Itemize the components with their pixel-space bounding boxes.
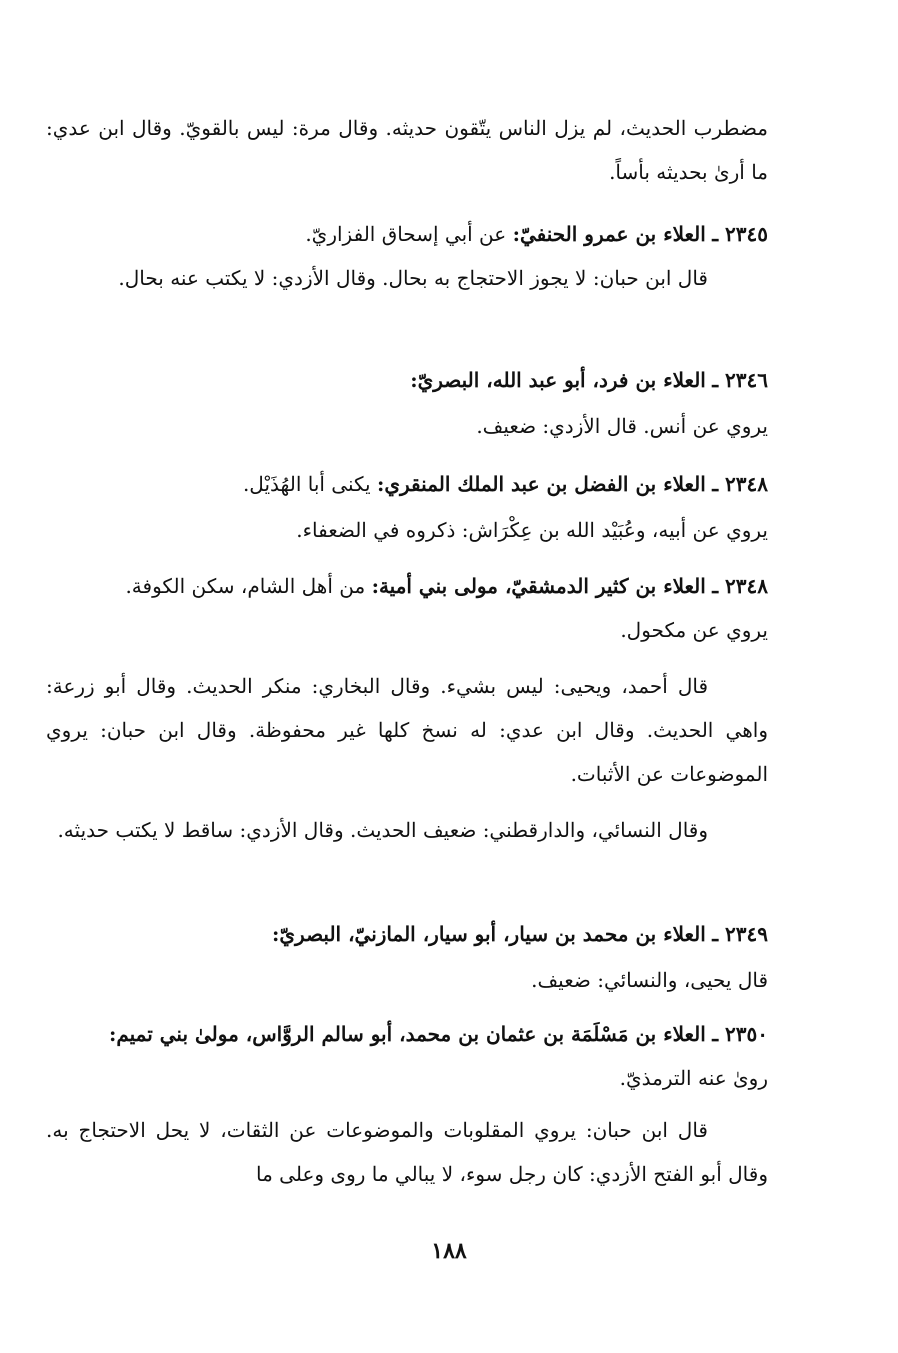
entry-name: العلاء بن مَسْلَمَة بن عثمان بن محمد، أبو سالم الروَّاس، مولىٰ بني تميم: bbox=[108, 1022, 706, 1046]
entry-2346-heading bbox=[46, 358, 768, 402]
entry-2350-heading bbox=[46, 1012, 768, 1056]
paragraph-nasai: وقال النسائي، والدارقطني: ضعيف الحديث. وقال الأزدي: ساقط لا يكتب حديثه. bbox=[57, 818, 708, 842]
paragraph-ibn-hibban: قال ابن حبان: يروي المقلوبات والموضوعات عن الثقات، لا يحل الاحتجاج به. وقال أبو الفتح الأزدي: كان رجل سوء، لا يبالي ما روى وعلى ما bbox=[46, 1118, 768, 1186]
entry-name: العلاء بن فرد، أبو عبد الله، البصريّ: bbox=[410, 368, 706, 392]
entry-2348b-body: يروي عن مكحول. bbox=[620, 618, 768, 642]
entry-number: ٢٣٤٨ ـ bbox=[712, 472, 768, 496]
entry-2348a-body: يروي عن أبيه، وعُبَيْد الله بن عِكْرَاش: ذكروه في الضعفاء. bbox=[296, 518, 768, 542]
entry-rest: عن أبي إسحاق الفزاريّ. bbox=[305, 222, 507, 246]
entry-name: العلاء بن محمد بن سيار، أبو سيار، المازنيّ، البصريّ: bbox=[272, 922, 706, 946]
entry-number: ٢٣٤٩ ـ bbox=[712, 922, 768, 946]
entry-2348a-heading bbox=[46, 462, 768, 506]
paragraph-opening: مضطرب الحديث، لم يزل الناس يتّقون حديثه. وقال مرة: ليس بالقويّ. وقال ابن عدي: ما أرىٰ بحديثه بأساً. bbox=[46, 116, 768, 184]
entry-2346-body: يروي عن أنس. قال الأزدي: ضعيف. bbox=[476, 414, 768, 438]
entry-2345-heading bbox=[46, 212, 768, 256]
entry-name: العلاء بن كثير الدمشقيّ، مولى بني أمية: bbox=[371, 574, 706, 598]
entry-rest: يكنى أبا الهُذَيْل. bbox=[242, 472, 371, 496]
entry-number: ٢٣٤٦ ـ bbox=[712, 368, 768, 392]
page-number: ١٨٨ bbox=[431, 1238, 467, 1264]
entry-number: ٢٣٤٨ ـ bbox=[712, 574, 768, 598]
entry-2345-body: قال ابن حبان: لا يجوز الاحتجاج به بحال. وقال الأزدي: لا يكتب عنه بحال. bbox=[118, 266, 708, 290]
entry-name: العلاء بن الفضل بن عبد الملك المنقري: bbox=[376, 472, 706, 496]
paragraph-critics: قال أحمد، ويحيى: ليس بشيء. وقال البخاري: منكر الحديث. وقال أبو زرعة: واهي الحديث. وقال ابن عدي: له نسخ كلها غير محفوظة. وقال ابن حبان: يروي الموضوعات عن الأثبات. bbox=[46, 674, 768, 786]
entry-2349-heading bbox=[46, 912, 768, 956]
entry-number: ٢٣٤٥ ـ bbox=[712, 222, 768, 246]
entry-name: العلاء بن عمرو الحنفيّ: bbox=[512, 222, 706, 246]
entry-2349-body: قال يحيى، والنسائي: ضعيف. bbox=[531, 968, 768, 992]
entry-2350-body: روىٰ عنه الترمذيّ. bbox=[619, 1066, 768, 1090]
entry-2348b-heading bbox=[46, 564, 768, 608]
entry-rest: من أهل الشام، سكن الكوفة. bbox=[125, 574, 366, 598]
entry-number: ٢٣٥٠ ـ bbox=[712, 1022, 768, 1046]
